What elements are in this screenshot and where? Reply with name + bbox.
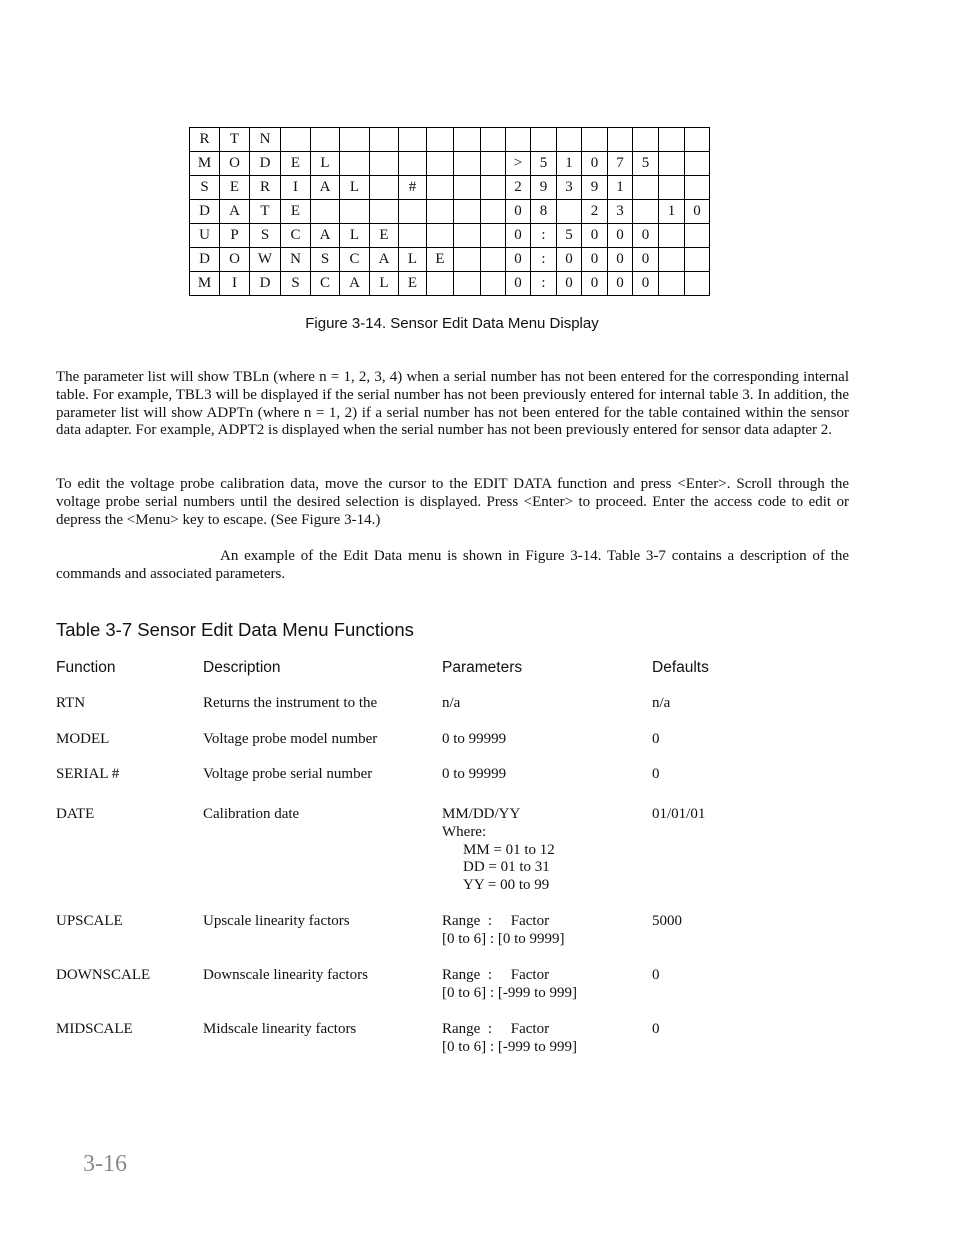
lcd-cell — [659, 152, 685, 176]
lcd-cell: 5 — [557, 224, 582, 248]
lcd-cell: : — [531, 272, 557, 296]
lcd-cell: 5 — [633, 152, 659, 176]
lcd-cell: 8 — [531, 200, 557, 224]
lcd-cell: 0 — [685, 200, 710, 224]
lcd-row — [190, 200, 710, 224]
row-default: 5000 — [652, 913, 682, 929]
parameter-line: [0 to 6] : [-999 to 999] — [442, 1038, 577, 1055]
lcd-cell: 9 — [582, 176, 608, 200]
row-default: 01/01/01 — [652, 806, 706, 822]
lcd-cell: S — [250, 224, 281, 248]
parameter-line: Where: — [442, 823, 487, 840]
row-function: SERIAL # — [56, 766, 120, 782]
lcd-cell: S — [311, 248, 340, 272]
lcd-cell: L — [340, 224, 370, 248]
lcd-cell — [608, 128, 633, 152]
parameter-line: Range : Factor — [442, 967, 550, 983]
paragraph-example: An example of the Edit Data menu is shown in Figure 3-14. Table 3-7 contains a description of the commands and associated parameters. — [56, 548, 849, 582]
lcd-cell: 0 — [582, 152, 608, 176]
lcd-cell: 3 — [608, 200, 633, 224]
lcd-row — [190, 176, 710, 200]
lcd-cell — [427, 128, 454, 152]
lcd-cell — [399, 152, 427, 176]
lcd-cell — [685, 176, 710, 200]
lcd-cell — [481, 128, 506, 152]
lcd-cell: U — [190, 224, 220, 248]
lcd-cell — [454, 224, 481, 248]
lcd-cell — [659, 248, 685, 272]
figure-caption: Figure 3-14. Sensor Edit Data Menu Display — [305, 315, 599, 332]
parameter-line: n/a — [442, 695, 461, 711]
parameter-line: 0 to 99999 — [442, 766, 507, 782]
parameter-line: 0 to 99999 — [442, 731, 507, 747]
lcd-cell: 0 — [506, 272, 531, 296]
lcd-cell: 5 — [531, 152, 557, 176]
row-default: 0 — [652, 766, 660, 782]
lcd-cell — [481, 152, 506, 176]
lcd-cell — [370, 200, 399, 224]
page-number: 3-16 — [83, 1151, 127, 1177]
lcd-cell: 0 — [633, 272, 659, 296]
row-description: Downscale linearity factors — [203, 967, 368, 983]
lcd-cell: 0 — [557, 272, 582, 296]
header-description: Description — [203, 659, 281, 676]
paragraph-edit-instructions: To edit the voltage probe calibration data, move the cursor to the EDIT DATA function and press <Enter>. Scroll through the voltage probe serial numbers until the desired selection is displayed. Press <Enter> to proceed. Enter the access code to edit or depress the <Menu> key to escape. (See Figure 3-14.) — [56, 476, 849, 528]
lcd-cell — [481, 272, 506, 296]
lcd-cell — [454, 152, 481, 176]
lcd-cell — [659, 128, 685, 152]
lcd-cell: A — [311, 176, 340, 200]
sensor-edit-lcd-grid — [189, 127, 710, 296]
lcd-cell: 0 — [506, 248, 531, 272]
lcd-cell: L — [370, 272, 399, 296]
lcd-cell: O — [220, 248, 250, 272]
lcd-cell: 2 — [506, 176, 531, 200]
lcd-cell — [370, 128, 399, 152]
lcd-cell — [399, 128, 427, 152]
lcd-cell: S — [281, 272, 311, 296]
row-default: 0 — [652, 1021, 660, 1037]
lcd-cell — [454, 176, 481, 200]
row-default: 0 — [652, 967, 660, 983]
lcd-cell: D — [250, 152, 281, 176]
lcd-cell — [659, 176, 685, 200]
lcd-cell — [399, 224, 427, 248]
lcd-cell — [454, 272, 481, 296]
parameter-line: Range : Factor — [442, 913, 550, 929]
lcd-cell — [531, 128, 557, 152]
lcd-cell — [659, 224, 685, 248]
lcd-cell: 1 — [659, 200, 685, 224]
lcd-cell: 9 — [531, 176, 557, 200]
lcd-cell — [454, 248, 481, 272]
lcd-cell: I — [220, 272, 250, 296]
lcd-cell — [311, 128, 340, 152]
lcd-cell — [454, 128, 481, 152]
lcd-cell: 1 — [557, 152, 582, 176]
lcd-cell: : — [531, 248, 557, 272]
lcd-cell — [340, 200, 370, 224]
lcd-cell — [340, 152, 370, 176]
lcd-cell: : — [531, 224, 557, 248]
lcd-cell: 0 — [506, 200, 531, 224]
row-function: DOWNSCALE — [56, 967, 151, 983]
lcd-cell: I — [281, 176, 311, 200]
lcd-cell: A — [220, 200, 250, 224]
lcd-cell — [427, 152, 454, 176]
lcd-cell: M — [190, 152, 220, 176]
lcd-row — [190, 272, 710, 296]
lcd-cell: M — [190, 272, 220, 296]
row-function: MIDSCALE — [56, 1021, 133, 1037]
lcd-cell: 0 — [506, 224, 531, 248]
lcd-cell: E — [220, 176, 250, 200]
lcd-cell: R — [190, 128, 220, 152]
lcd-cell — [685, 272, 710, 296]
lcd-cell: E — [427, 248, 454, 272]
parameter-line: YY = 00 to 99 — [463, 877, 550, 894]
row-parameters — [442, 806, 555, 895]
lcd-cell — [481, 200, 506, 224]
lcd-cell — [506, 128, 531, 152]
row-parameters — [442, 1021, 577, 1057]
lcd-cell: 0 — [608, 224, 633, 248]
row-description: Calibration date — [203, 806, 300, 822]
lcd-cell: L — [399, 248, 427, 272]
lcd-cell — [557, 128, 582, 152]
lcd-cell — [281, 128, 311, 152]
lcd-cell — [427, 272, 454, 296]
lcd-cell — [454, 200, 481, 224]
lcd-cell: 1 — [608, 176, 633, 200]
lcd-cell: A — [370, 248, 399, 272]
lcd-cell: 0 — [582, 248, 608, 272]
row-function: MODEL — [56, 731, 110, 747]
lcd-cell — [340, 128, 370, 152]
row-description: Voltage probe model number — [203, 731, 378, 747]
lcd-cell: 0 — [608, 272, 633, 296]
lcd-cell: 0 — [582, 224, 608, 248]
lcd-cell: A — [340, 272, 370, 296]
parameter-line: [0 to 6] : [-999 to 999] — [442, 984, 577, 1001]
lcd-cell — [685, 128, 710, 152]
parameter-line: DD = 01 to 31 — [463, 859, 550, 876]
lcd-cell — [685, 224, 710, 248]
lcd-cell: E — [281, 152, 311, 176]
lcd-cell: 0 — [608, 248, 633, 272]
lcd-cell: L — [311, 152, 340, 176]
row-default: 0 — [652, 731, 660, 747]
paragraph-parameter-list: The parameter list will show TBLn (where n = 1, 2, 3, 4) when a serial number has not been entered for the corresponding internal table. For example, TBL3 will be displayed if the serial number has not been previously entered for internal table 3. In addition, the parameter list will show ADPTn (where n = 1, 2) if a serial number has not been entered for the table contained within the sensor data adapter. For example, ADPT2 is displayed when the serial number has not been previously entered for sensor data adapter 2. — [56, 369, 849, 439]
lcd-cell: 0 — [633, 224, 659, 248]
row-default: n/a — [652, 695, 671, 711]
lcd-row — [190, 128, 710, 152]
row-function: RTN — [56, 695, 86, 711]
lcd-cell: W — [250, 248, 281, 272]
lcd-cell — [427, 176, 454, 200]
row-function: DATE — [56, 806, 95, 822]
lcd-cell: > — [506, 152, 531, 176]
header-function: Function — [56, 659, 116, 676]
lcd-cell — [427, 224, 454, 248]
row-parameters — [442, 731, 506, 749]
lcd-cell — [481, 176, 506, 200]
row-parameters — [442, 967, 577, 1003]
lcd-cell: E — [281, 200, 311, 224]
lcd-cell: P — [220, 224, 250, 248]
lcd-cell: N — [281, 248, 311, 272]
lcd-cell — [311, 200, 340, 224]
lcd-cell — [685, 248, 710, 272]
lcd-cell: 3 — [557, 176, 582, 200]
parameter-line: Range : Factor — [442, 1021, 550, 1037]
lcd-cell — [481, 248, 506, 272]
lcd-row — [190, 248, 710, 272]
lcd-cell: N — [250, 128, 281, 152]
lcd-cell: C — [340, 248, 370, 272]
row-description: Upscale linearity factors — [203, 913, 350, 929]
lcd-cell — [685, 152, 710, 176]
row-description: Voltage probe serial number — [203, 766, 373, 782]
lcd-cell — [370, 176, 399, 200]
lcd-cell: O — [220, 152, 250, 176]
lcd-cell — [399, 200, 427, 224]
lcd-cell: E — [370, 224, 399, 248]
row-parameters — [442, 695, 460, 713]
lcd-cell — [582, 128, 608, 152]
lcd-cell: L — [340, 176, 370, 200]
lcd-cell: 7 — [608, 152, 633, 176]
row-description: Returns the instrument to the — [203, 695, 378, 711]
parameter-line: MM/DD/YY — [442, 806, 521, 822]
lcd-cell: 0 — [582, 272, 608, 296]
lcd-cell: D — [250, 272, 281, 296]
header-defaults: Defaults — [652, 659, 709, 676]
lcd-cell — [633, 200, 659, 224]
lcd-cell: 0 — [557, 248, 582, 272]
lcd-cell: D — [190, 248, 220, 272]
row-description: Midscale linearity factors — [203, 1021, 357, 1037]
lcd-cell — [557, 200, 582, 224]
lcd-cell: C — [311, 272, 340, 296]
lcd-cell — [370, 152, 399, 176]
lcd-cell: C — [281, 224, 311, 248]
lcd-cell: A — [311, 224, 340, 248]
lcd-cell: 0 — [633, 248, 659, 272]
lcd-cell: S — [190, 176, 220, 200]
lcd-cell: E — [399, 272, 427, 296]
lcd-row — [190, 224, 710, 248]
lcd-cell: T — [250, 200, 281, 224]
lcd-cell: # — [399, 176, 427, 200]
lcd-cell — [481, 224, 506, 248]
parameter-line: MM = 01 to 12 — [463, 841, 555, 858]
lcd-cell: 2 — [582, 200, 608, 224]
table-title: Table 3-7 Sensor Edit Data Menu Functions — [56, 619, 414, 640]
lcd-cell — [659, 272, 685, 296]
lcd-cell: T — [220, 128, 250, 152]
row-function: UPSCALE — [56, 913, 123, 929]
row-parameters — [442, 913, 564, 949]
header-parameters: Parameters — [442, 659, 523, 676]
lcd-cell — [633, 128, 659, 152]
parameter-line: [0 to 6] : [0 to 9999] — [442, 930, 565, 947]
row-parameters — [442, 766, 506, 784]
lcd-cell — [427, 200, 454, 224]
lcd-cell — [633, 176, 659, 200]
lcd-row — [190, 152, 710, 176]
lcd-cell: R — [250, 176, 281, 200]
lcd-cell: D — [190, 200, 220, 224]
